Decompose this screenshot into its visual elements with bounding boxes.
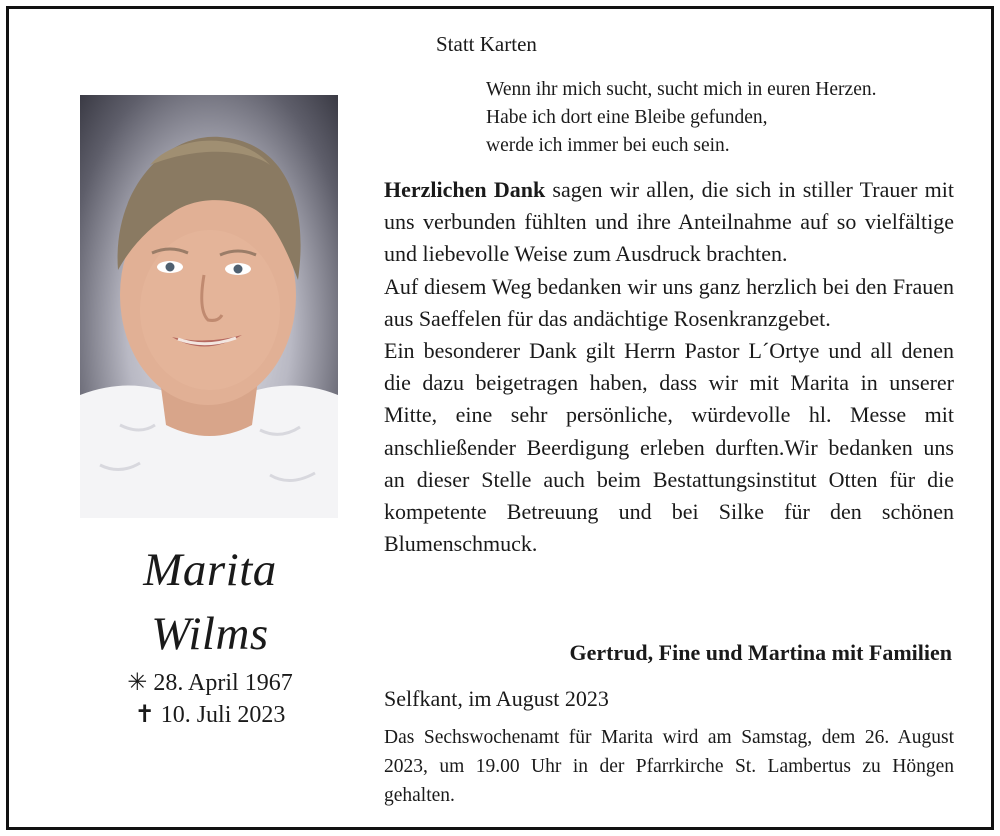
motto-line: Habe ich dort eine Bleibe gefunden, xyxy=(486,107,768,128)
thanks-heading: Herzlichen Dank xyxy=(384,177,546,202)
birth-line xyxy=(80,668,340,697)
death-line xyxy=(80,700,340,729)
first-name: Marita xyxy=(143,544,277,596)
thanks-paragraph-women: Auf diesem Weg bedanken wir uns ganz herzlich bei den Frauen aus Saeffelen für das andächtige Rosenkranzgebet. xyxy=(384,273,954,331)
birth-star-icon: ✳ xyxy=(127,670,148,696)
birth-date: 28. April 1967 xyxy=(153,670,293,696)
memorial-mass-note xyxy=(384,723,954,810)
death-date: 10. Juli 2023 xyxy=(160,702,286,728)
thanks-paragraph-pastor: Ein besonderer Dank gilt Herrn Pastor L´Ortye und all denen die dazu beigetragen haben, dass wir mit Marita in unserer Mitte, eine sehr persönliche, würdevolle hl. Messe mit anschließender Beerdigung erleben durften.Wir bedanken uns an dieser Stelle auch beim Bestattungsinstitut Otten für die kompetente Betreuung und bei Silke für den schönen Blumenschmuck. xyxy=(384,338,954,557)
last-name: Wilms xyxy=(151,608,269,660)
death-cross-icon: ✝ xyxy=(134,702,155,728)
thanks-paragraph xyxy=(384,174,954,271)
portrait-illustration xyxy=(80,95,338,518)
motto-line: werde ich immer bei euch sein. xyxy=(486,135,730,156)
header-note: Statt Karten xyxy=(436,32,537,56)
portrait-photo xyxy=(80,95,338,518)
family-signature: Gertrud, Fine und Martina mit Familien xyxy=(569,640,952,665)
motto-line: Wenn ihr mich sucht, sucht mich in euren Herzen. xyxy=(486,79,877,100)
motto-verse xyxy=(486,76,876,160)
thank-you-text xyxy=(384,174,954,560)
thanks-text: sagen wir allen, die sich in stiller Trauer mit uns verbunden fühlten und ihre Anteilnahme auf so vielfältige und liebevolle Weise zum Ausdruck brachten. xyxy=(384,177,954,267)
memorial-mass-text: Das Sechswochenamt für Marita wird am Samstag, dem 26. August 2023, um 19.00 Uhr in der Pfarrkirche St. Lambertus zu Höngen gehalten. xyxy=(384,727,954,806)
place-date: Selfkant, im August 2023 xyxy=(384,686,609,711)
